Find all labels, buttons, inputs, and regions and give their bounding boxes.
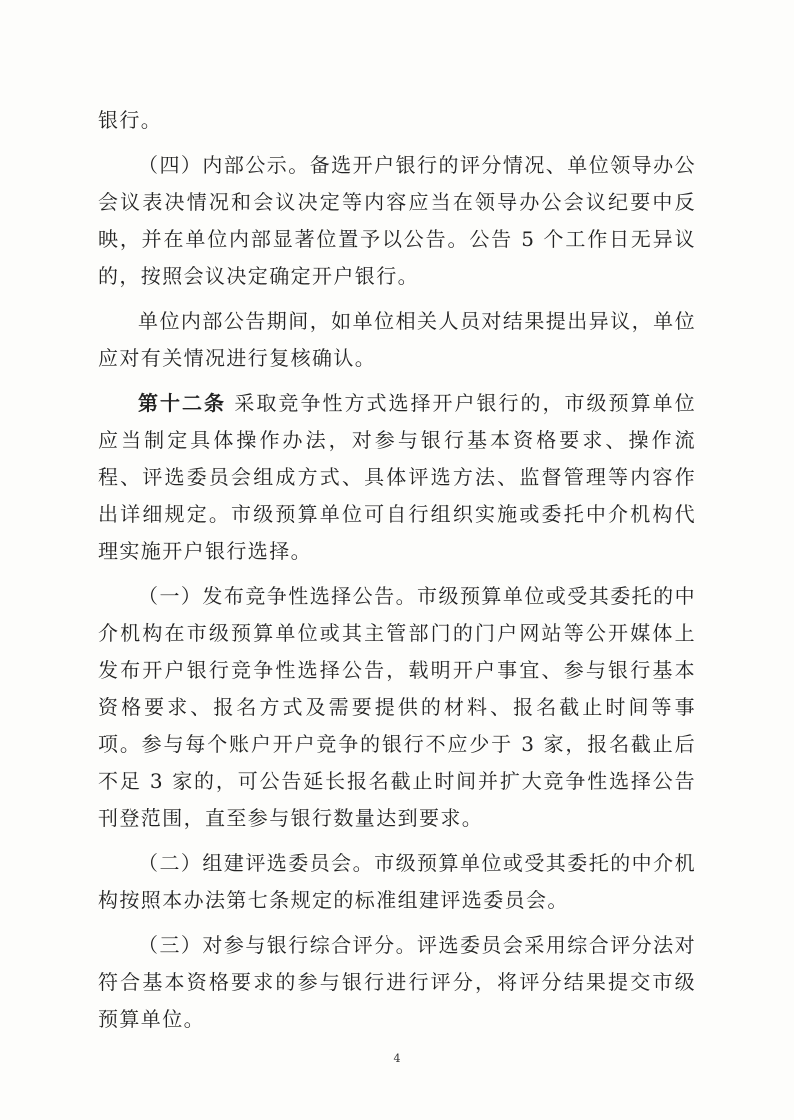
paragraph-text: （三）对参与银行综合评分。评选委员会采用综合评分法对符合基本资格要求的参与银行进行评分，将评分结果提交市级预算单位。 bbox=[98, 933, 696, 1031]
paragraph-text: （一）发布竞争性选择公告。市级预算单位或受其委托的中介机构在市级预算单位或其主管部门的门户网站等公开媒体上发布开户银行竞争性选择公告，载明开户事宜、参与银行基本资格要求、报名方式及需要提供的材料、报名截止时间等事项。参与每个账户开户竞争的银行不应少于 3 家，报名截止后不足 3 家的，可公告延长报名截止时间并扩大竞争性选择公告刊登范围，直至参与银行数量达到要求。 bbox=[98, 584, 696, 830]
document-body bbox=[98, 102, 696, 1038]
paragraph-text: 银行。 bbox=[98, 108, 163, 132]
paragraph-text: 采取竞争性方式选择开户银行的，市级预算单位应当制定具体操作办法，对参与银行基本资格要求、操作流程、评选委员会组成方式、具体评选方法、监督管理等内容作出详细规定。市级预算单位可自行组织实施或委托中介机构代理实施开户银行选择。 bbox=[98, 391, 696, 563]
paragraph-objection-review bbox=[98, 303, 696, 377]
paragraph-comprehensive-scoring bbox=[98, 927, 696, 1038]
paragraph-continuation bbox=[98, 102, 696, 139]
paragraph-text: 单位内部公告期间，如单位相关人员对结果提出异议，单位应对有关情况进行复核确认。 bbox=[98, 309, 696, 370]
paragraph-internal-publicity bbox=[98, 147, 696, 295]
paragraph-text: （四）内部公示。备选开户银行的评分情况、单位领导办公会议表决情况和会议决定等内容应当在领导办公会议纪要中反映，并在单位内部显著位置予以公告。公告 5 个工作日无异议的，按照会议决定确定开户银行。 bbox=[98, 153, 696, 288]
article-heading: 第十二条 bbox=[138, 391, 227, 415]
paragraph-text: （二）组建评选委员会。市级预算单位或受其委托的中介机构按照本办法第七条规定的标准组建评选委员会。 bbox=[98, 851, 696, 912]
paragraph-article-12 bbox=[98, 385, 696, 570]
paragraph-publish-announcement bbox=[98, 578, 696, 837]
page-number: 4 bbox=[393, 1052, 401, 1065]
paragraph-form-committee bbox=[98, 845, 696, 919]
